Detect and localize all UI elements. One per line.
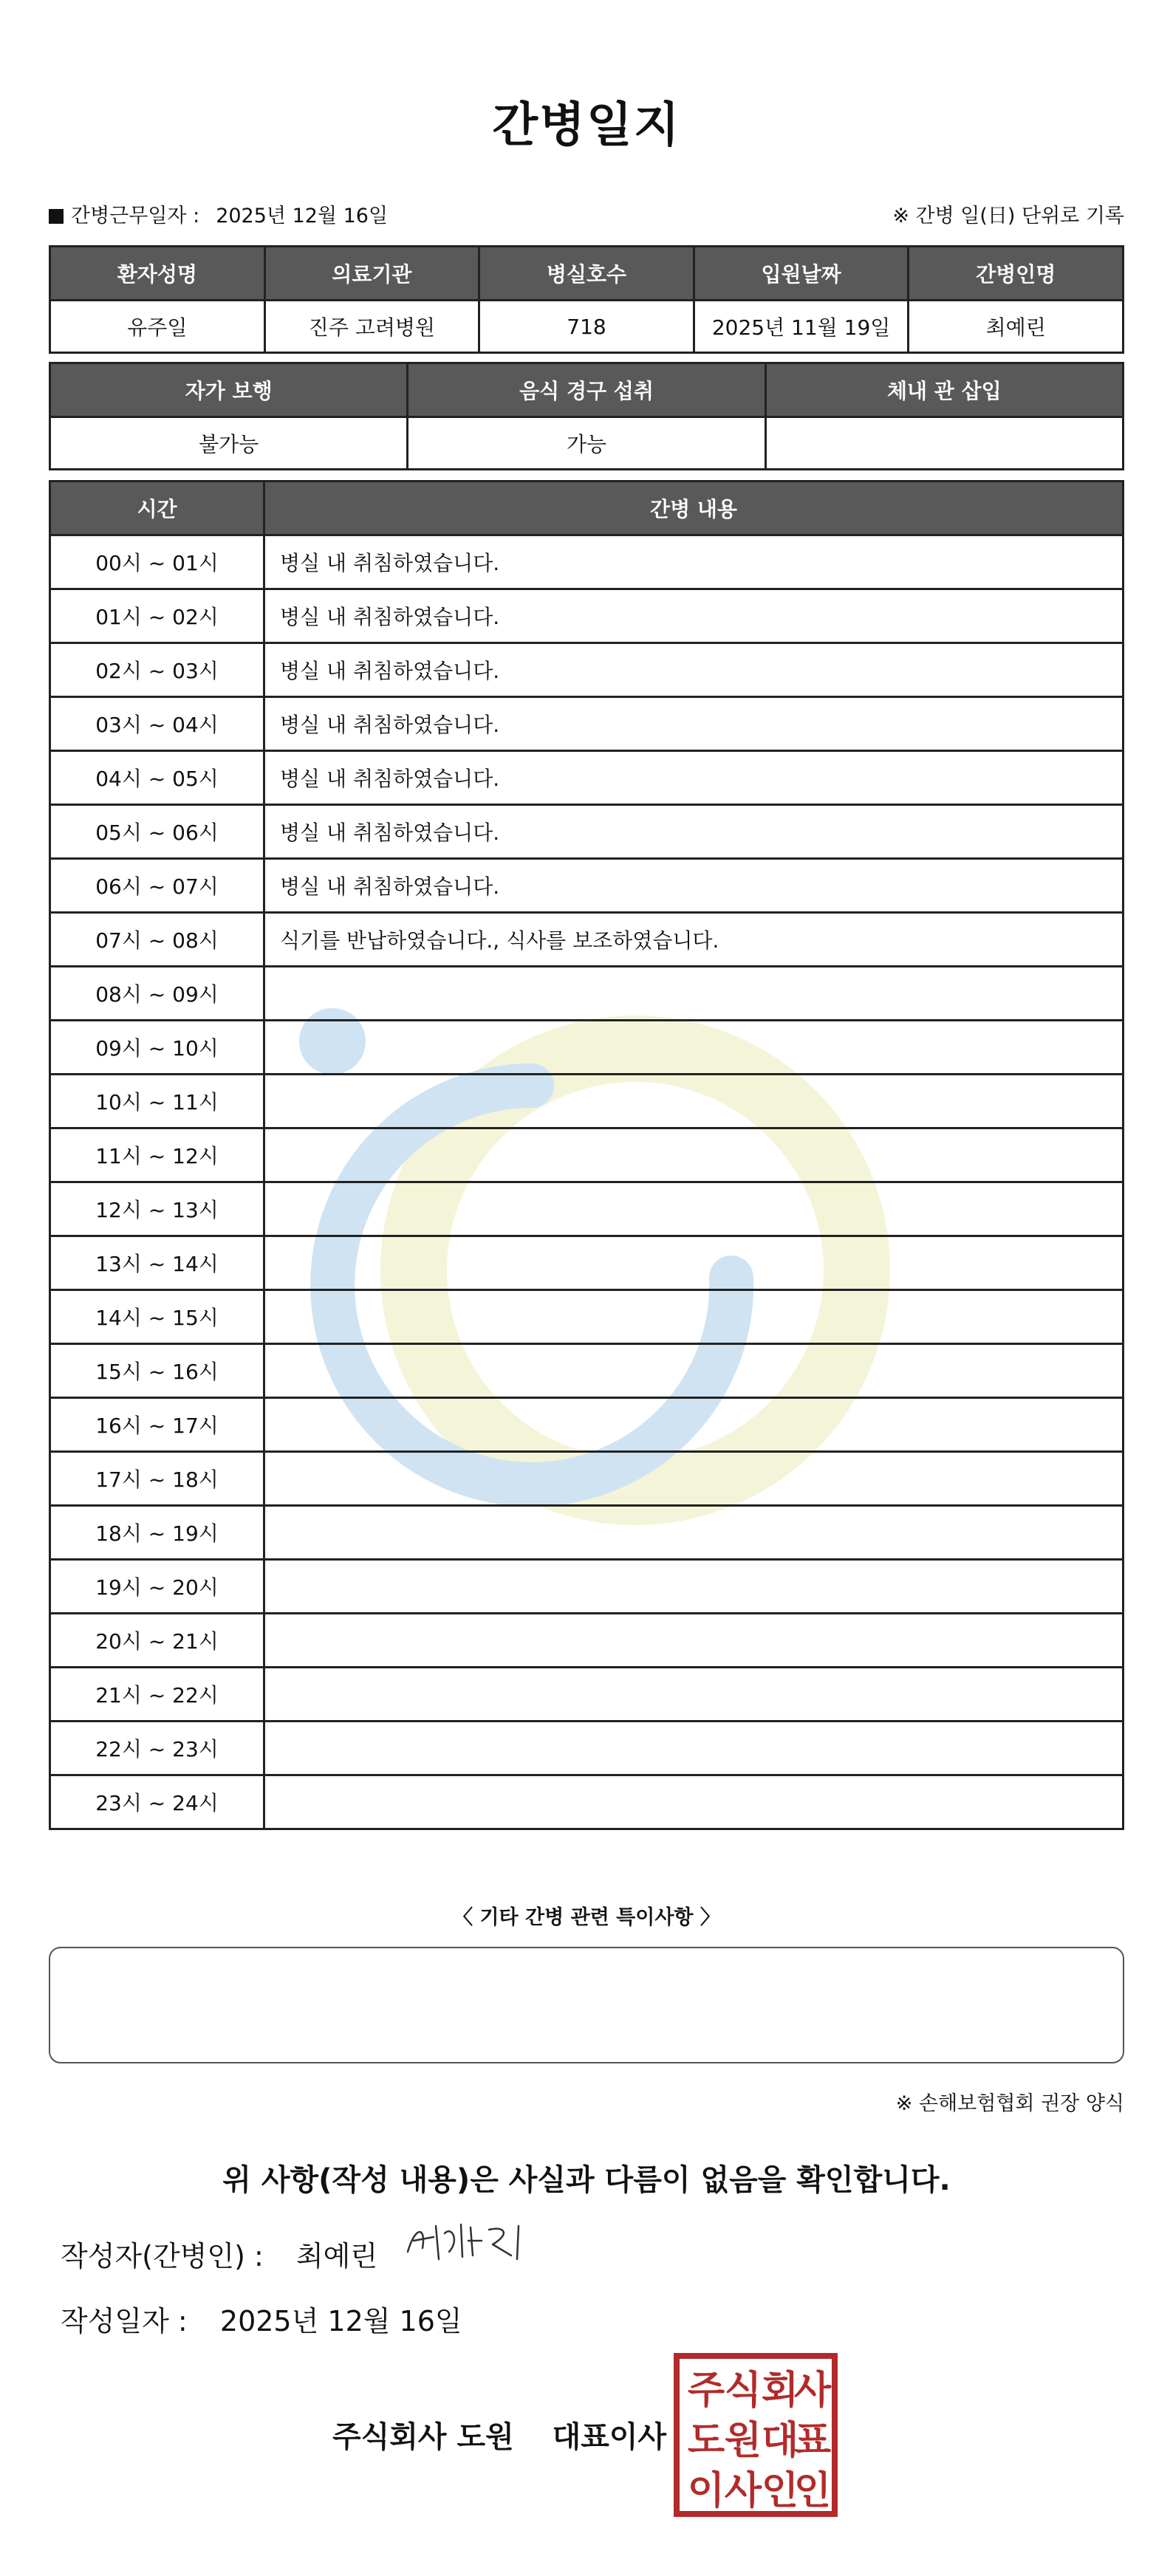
- company-seal-stamp: [672, 2351, 839, 2518]
- svg-text:도: 도: [687, 2419, 725, 2463]
- table-row: [50, 1398, 1124, 1452]
- time-cell: 00시 ~ 01시: [50, 535, 264, 589]
- header-patient-name: 환자성명: [50, 247, 265, 301]
- time-cell: 14시 ~ 15시: [50, 1290, 264, 1344]
- hospital: 진주 고려병원: [264, 301, 479, 353]
- table-row: [50, 697, 1124, 751]
- room-number: 718: [479, 301, 694, 353]
- time-cell: 12시 ~ 13시: [50, 1182, 264, 1236]
- care-content-cell[interactable]: 병실 내 취침하였습니다.: [264, 589, 1124, 643]
- care-content-cell[interactable]: [264, 1021, 1124, 1075]
- table-row: [50, 1182, 1124, 1236]
- table-row: [50, 535, 1124, 589]
- time-cell: 20시 ~ 21시: [50, 1614, 264, 1668]
- square-bullet-icon: [49, 209, 64, 224]
- time-cell: 13시 ~ 14시: [50, 1236, 264, 1290]
- table-header-row: [50, 482, 1124, 535]
- care-content-cell[interactable]: [264, 1775, 1124, 1829]
- header-time: 시간: [50, 482, 264, 535]
- care-content-cell[interactable]: [264, 1668, 1124, 1722]
- svg-text:사: 사: [724, 2469, 762, 2513]
- time-cell: 21시 ~ 22시: [50, 1668, 264, 1722]
- time-cell: 09시 ~ 10시: [50, 1021, 264, 1075]
- header-oral-intake: 음식 경구 섭취: [408, 363, 765, 417]
- table-row: [50, 1668, 1124, 1722]
- table-row: [50, 751, 1124, 805]
- company-title: 대표이사: [552, 2420, 667, 2454]
- write-date-line: [61, 2298, 462, 2339]
- svg-text:원: 원: [724, 2419, 762, 2463]
- svg-text:이: 이: [687, 2469, 725, 2513]
- table-row: [50, 1722, 1124, 1775]
- time-cell: 03시 ~ 04시: [50, 697, 264, 751]
- handwritten-signature: [400, 2211, 548, 2270]
- work-date-value: 2025년 12월 16일: [216, 205, 389, 227]
- table-row: [50, 805, 1124, 859]
- care-content-cell[interactable]: 병실 내 취침하였습니다.: [264, 751, 1124, 805]
- notes-title: 〈 기타 간병 관련 특이사항 〉: [453, 1906, 720, 1929]
- care-content-cell[interactable]: 병실 내 취침하였습니다.: [264, 697, 1124, 751]
- care-content-cell[interactable]: [264, 1560, 1124, 1614]
- care-content-cell[interactable]: [264, 1614, 1124, 1668]
- table-row: [50, 1021, 1124, 1075]
- care-content-cell[interactable]: 식기를 반납하였습니다., 식사를 보조하였습니다.: [264, 913, 1124, 967]
- recommend-note: ※ 손해보험협회 권장 양식: [895, 2092, 1124, 2115]
- care-content-cell[interactable]: 병실 내 취침하였습니다.: [264, 643, 1124, 697]
- tube-value: [765, 417, 1123, 470]
- header-hospital: 의료기관: [264, 247, 479, 301]
- table-row: [50, 1075, 1124, 1128]
- table-row: [50, 1290, 1124, 1344]
- table-row: [50, 1560, 1124, 1614]
- caregiver-name: 최예린: [909, 301, 1124, 353]
- table-row: [50, 1506, 1124, 1560]
- document-title: 간병일지: [492, 98, 681, 153]
- care-content-cell[interactable]: 병실 내 취침하였습니다.: [264, 859, 1124, 913]
- table-row: [50, 1344, 1124, 1398]
- table-row: [50, 1614, 1124, 1668]
- company-line: [332, 2414, 666, 2456]
- svg-text:대: 대: [761, 2419, 799, 2463]
- time-cell: 17시 ~ 18시: [50, 1452, 264, 1506]
- svg-text:사: 사: [793, 2368, 832, 2413]
- care-log-table: [49, 480, 1124, 1830]
- table-header-row: [50, 363, 1124, 417]
- care-content-cell[interactable]: [264, 1506, 1124, 1560]
- table-row: [50, 1452, 1124, 1506]
- header-admission-date: 입원날짜: [694, 247, 909, 301]
- time-cell: 22시 ~ 23시: [50, 1722, 264, 1775]
- header-caregiver: 간병인명: [909, 247, 1124, 301]
- meta-row: [49, 199, 1124, 232]
- oral-intake-value: 가능: [408, 417, 765, 470]
- walking-value: 불가능: [50, 417, 408, 470]
- header-tube: 체내 관 삽입: [765, 363, 1123, 417]
- header-walking: 자가 보행: [50, 363, 408, 417]
- svg-text:회: 회: [761, 2368, 799, 2413]
- time-cell: 23시 ~ 24시: [50, 1775, 264, 1829]
- care-content-cell[interactable]: [264, 1722, 1124, 1775]
- confirm-statement: 위 사항(작성 내용)은 사실과 다름이 없음을 확인합니다.: [222, 2163, 951, 2197]
- table-row: [50, 1236, 1124, 1290]
- table-row: [50, 643, 1124, 697]
- time-cell: 10시 ~ 11시: [50, 1075, 264, 1128]
- care-content-cell[interactable]: 병실 내 취침하였습니다.: [264, 805, 1124, 859]
- care-content-cell[interactable]: [264, 967, 1124, 1021]
- work-date-label: 간병근무일자: [71, 205, 187, 227]
- work-date: [49, 199, 388, 228]
- patient-status-table: [49, 362, 1124, 470]
- admission-date: 2025년 11월 19일: [694, 301, 909, 353]
- time-cell: 15시 ~ 16시: [50, 1344, 264, 1398]
- unit-note: ※ 간병 일(日) 단위로 기록: [892, 205, 1124, 227]
- care-content-cell[interactable]: [264, 1398, 1124, 1452]
- table-row: [50, 967, 1124, 1021]
- patient-info-table: [49, 245, 1124, 354]
- time-cell: 02시 ~ 03시: [50, 643, 264, 697]
- svg-text:인: 인: [761, 2469, 799, 2513]
- care-content-cell[interactable]: [264, 1452, 1124, 1506]
- svg-text:표: 표: [793, 2419, 832, 2463]
- care-log-body: [50, 535, 1124, 1829]
- time-cell: 06시 ~ 07시: [50, 859, 264, 913]
- time-cell: 19시 ~ 20시: [50, 1560, 264, 1614]
- header-content: 간병 내용: [264, 482, 1124, 535]
- care-content-cell[interactable]: [264, 1075, 1124, 1128]
- header-room: 병실호수: [479, 247, 694, 301]
- svg-text:주: 주: [687, 2368, 725, 2413]
- time-cell: 08시 ~ 09시: [50, 967, 264, 1021]
- time-cell: 01시 ~ 02시: [50, 589, 264, 643]
- time-cell: 16시 ~ 17시: [50, 1398, 264, 1452]
- write-date-label: 작성일자 :: [61, 2305, 188, 2337]
- table-header-row: [50, 247, 1124, 301]
- time-cell: 07시 ~ 08시: [50, 913, 264, 967]
- patient-name: 유주일: [50, 301, 265, 353]
- care-content-cell[interactable]: [264, 1236, 1124, 1290]
- notes-field[interactable]: [49, 1947, 1124, 2063]
- table-row: [50, 417, 1124, 470]
- work-date-separator: :: [193, 205, 200, 227]
- writer-label: 작성자(간병인) :: [61, 2240, 264, 2272]
- care-content-cell[interactable]: [264, 1128, 1124, 1182]
- table-row: [50, 1775, 1124, 1829]
- svg-text:식: 식: [724, 2368, 762, 2413]
- write-date-value: 2025년 12월 16일: [219, 2305, 462, 2337]
- table-row: [50, 301, 1124, 353]
- writer-name: 최예린: [295, 2240, 378, 2272]
- care-content-cell[interactable]: 병실 내 취침하였습니다.: [264, 535, 1124, 589]
- time-cell: 18시 ~ 19시: [50, 1506, 264, 1560]
- time-cell: 04시 ~ 05시: [50, 751, 264, 805]
- writer-line: [61, 2233, 377, 2274]
- table-row: [50, 913, 1124, 967]
- table-row: [50, 589, 1124, 643]
- company-name: 주식회사 도원: [332, 2420, 514, 2454]
- time-cell: 11시 ~ 12시: [50, 1128, 264, 1182]
- time-cell: 05시 ~ 06시: [50, 805, 264, 859]
- care-content-cell[interactable]: [264, 1290, 1124, 1344]
- table-row: [50, 1128, 1124, 1182]
- care-content-cell[interactable]: [264, 1182, 1124, 1236]
- care-content-cell[interactable]: [264, 1344, 1124, 1398]
- table-row: [50, 859, 1124, 913]
- svg-text:인: 인: [793, 2469, 832, 2513]
